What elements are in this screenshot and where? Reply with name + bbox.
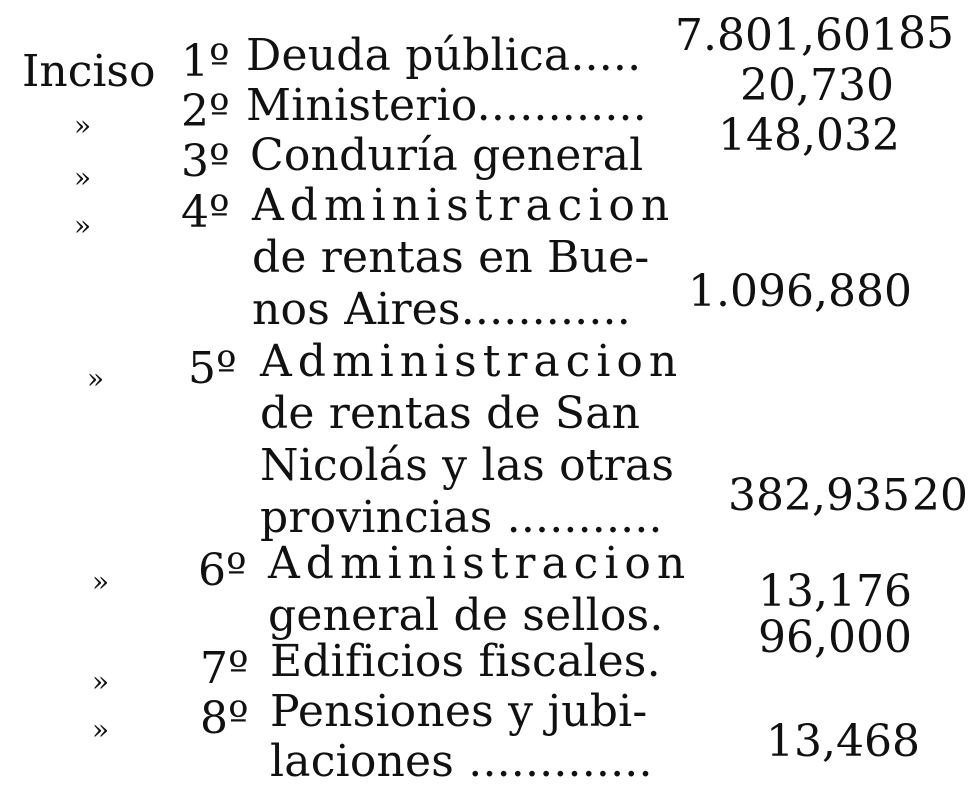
- ordinal-7: 7º: [200, 643, 249, 694]
- row-5-amount: 382,935: [728, 470, 910, 521]
- row-2-ditto-mark: »: [74, 109, 92, 142]
- inciso-label: Inciso: [22, 46, 156, 97]
- row-3-ditto-mark: »: [74, 161, 92, 194]
- row-7-line-1: Edificios fiscales.: [270, 636, 661, 687]
- row-6-amount: 13,176: [758, 566, 912, 617]
- row-5-line-4: provincias ...........: [260, 492, 663, 543]
- row-4-line-1: Administracion: [252, 180, 676, 231]
- ordinal-6: 6º: [198, 545, 247, 596]
- row-7-ditto-mark: »: [92, 665, 110, 698]
- row-8-amount: 13,468: [766, 716, 920, 767]
- row-3-line-1: Conduría general: [250, 130, 644, 181]
- row-3-amount: 148,032: [718, 110, 900, 161]
- row-8-line-2: laciones .............: [270, 736, 653, 787]
- row-5-line-3: Nicolás y las otras: [260, 440, 675, 491]
- row-5-cents: 20: [912, 470, 968, 521]
- row-5-line-1: Administracion: [260, 336, 684, 387]
- row-7-amount: 96,000: [758, 612, 912, 663]
- row-5-ditto-mark: »: [87, 362, 105, 395]
- ordinal-5: 5º: [188, 343, 237, 394]
- row-4-ditto-mark: »: [74, 209, 92, 242]
- ordinal-3: 3º: [181, 136, 230, 187]
- ordinal-8: 8º: [200, 693, 249, 744]
- row-4-amount: 1.096,880: [688, 266, 912, 317]
- row-6-ditto-mark: »: [92, 565, 110, 598]
- row-2-line-1: Ministerio............: [246, 80, 647, 131]
- row-4-line-3: nos Aires............: [252, 284, 631, 335]
- row-6-line-1: Administracion: [268, 538, 692, 589]
- row-1-cents: 85: [898, 8, 954, 59]
- row-1-amount: 7.801,601: [675, 10, 899, 61]
- row-2-amount: 20,730: [740, 60, 894, 111]
- ordinal-4: 4º: [181, 187, 230, 238]
- ordinal-2: 2º: [181, 86, 230, 137]
- row-6-line-2: general de sellos.: [268, 590, 664, 641]
- ordinal-1: 1º: [181, 36, 230, 87]
- row-4-line-2: de rentas en Bue-: [252, 232, 650, 283]
- row-1-line-1: Deuda pública.....: [246, 30, 642, 81]
- row-8-line-1: Pensiones y jubi-: [270, 686, 648, 737]
- row-5-line-2: de rentas de San: [260, 388, 641, 439]
- row-8-ditto-mark: »: [92, 713, 110, 746]
